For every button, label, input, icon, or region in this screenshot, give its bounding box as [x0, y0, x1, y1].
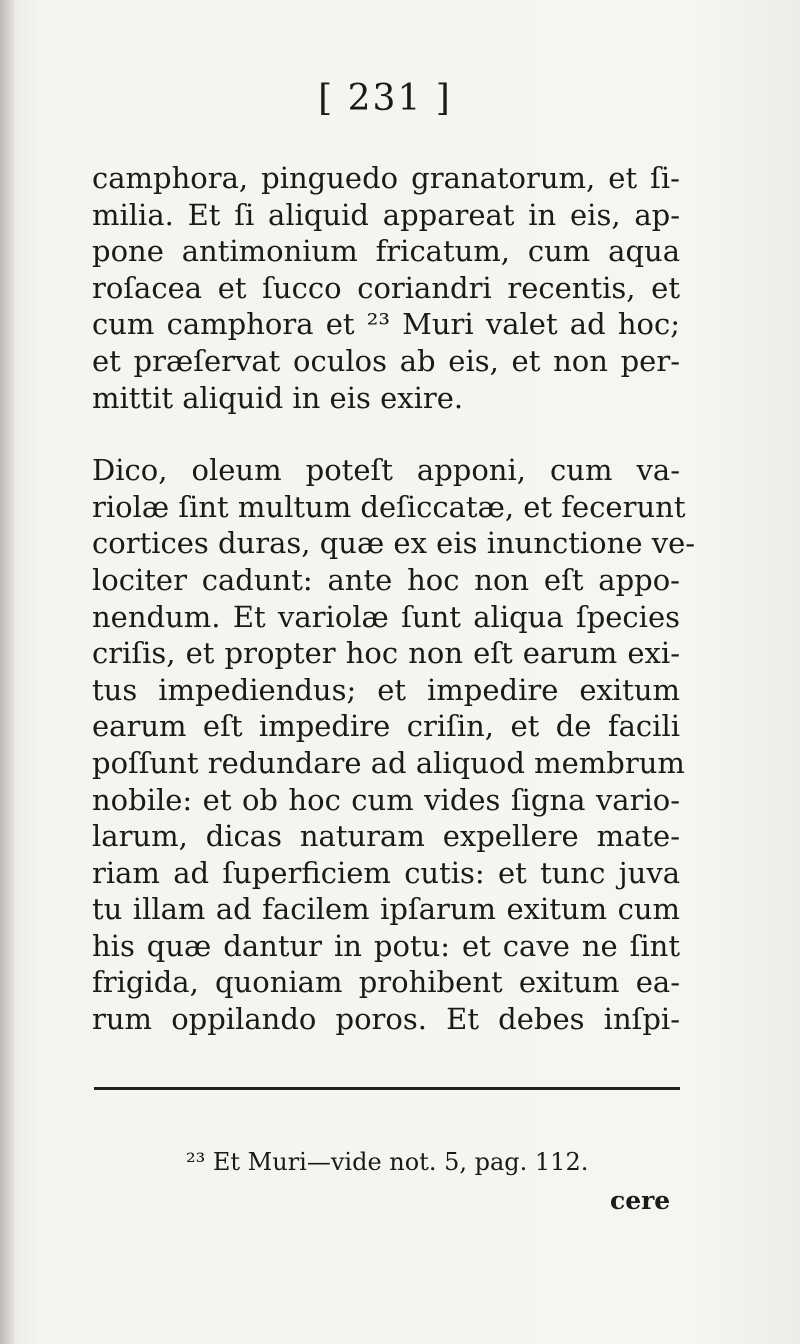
text-line: lociter cadunt: ante hoc non eſt appo-	[92, 562, 680, 597]
footnote-rule	[94, 1087, 680, 1090]
catchword: cere	[610, 1186, 671, 1215]
text-line: rum oppilando poros. Et debes inſpi-	[92, 1002, 680, 1037]
text-line: camphora, pinguedo granatorum, et ſi-	[92, 161, 680, 195]
text-line: pone antimonium fricatum, cum aqua	[92, 234, 680, 269]
text-line: earum eſt impedire criſin, et de facili	[92, 709, 680, 744]
text-line: roſacea et ſucco coriandri recentis, et	[92, 270, 680, 305]
body-text	[92, 160, 696, 1038]
text-line: criſis, et propter hoc non eſt earum exi-	[92, 636, 680, 671]
text-line: Dico, oleum poteſt apponi, cum va-	[92, 453, 680, 488]
paragraph-gap	[92, 416, 680, 452]
text-line: nobile: et ob hoc cum vides ſigna vario-	[92, 782, 680, 817]
page-gutter	[0, 0, 14, 1344]
text-line: cum camphora et ²³ Muri valet ad hoc;	[92, 307, 680, 342]
text-line: mittit aliquid in eis exire.	[92, 380, 464, 415]
text-line: riolæ ſint multum deſiccatæ, et fecerunt	[92, 489, 686, 524]
text-line: poſſunt redundare ad aliquod membrum	[92, 745, 685, 780]
text-line: nendum. Et variolæ ſunt aliqua ſpecies	[92, 599, 680, 634]
text-line: larum, dicas naturam expellere mate-	[92, 819, 680, 854]
text-line: riam ad ſuperficiem cutis: et tunc juva	[92, 855, 680, 890]
text-line: cortices duras, quæ ex eis inunctione ve-	[92, 526, 696, 561]
text-line: frigida, quoniam prohibent exitum ea-	[92, 965, 680, 1000]
text-line: et præſervat oculos ab eis, et non per-	[92, 343, 680, 378]
text-line: tu illam ad facilem ipſarum exitum cum	[92, 892, 680, 927]
text-line: tus impediendus; et impedire exitum	[92, 672, 680, 707]
text-line: milia. Et ſi aliquid appareat in eis, ap-	[92, 197, 680, 232]
page-number: [ 231 ]	[318, 78, 452, 119]
text-line: his quæ dantur in potu: et cave ne ſint	[92, 928, 680, 963]
footnote: ²³ Et Muri—vide not. 5, pag. 112.	[186, 1148, 589, 1176]
paragraph-1	[92, 160, 680, 416]
paragraph-2	[92, 452, 696, 1038]
